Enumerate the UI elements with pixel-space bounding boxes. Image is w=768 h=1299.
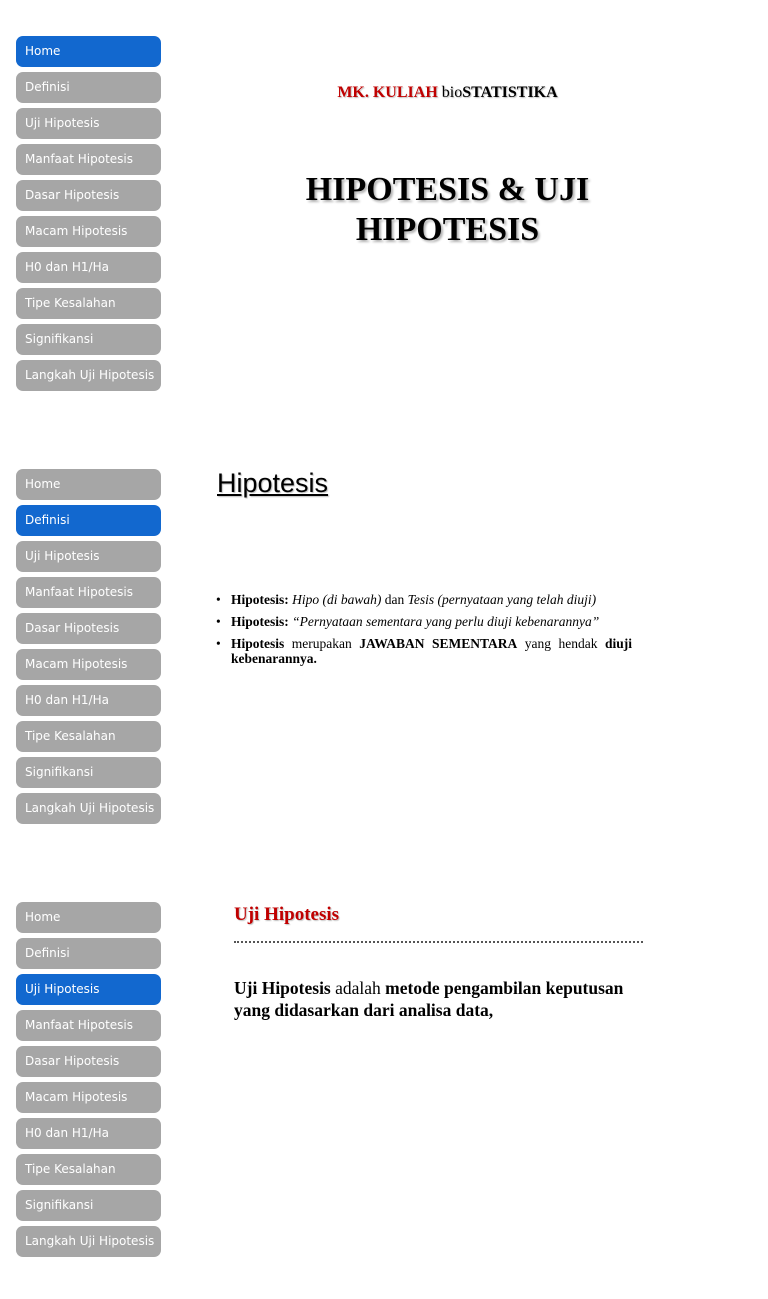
slide-2-title: Hipotesis: [217, 468, 329, 498]
course-label-red: MK. KULIAH: [337, 84, 438, 101]
nav-item-h0-dan-h1-ha[interactable]: H0 dan H1/Ha: [16, 252, 161, 283]
nav-item-macam-hipotesis[interactable]: Macam Hipotesis: [16, 216, 161, 247]
title-divider: [234, 941, 643, 943]
nav-item-dasar-hipotesis[interactable]: Dasar Hipotesis: [16, 180, 161, 211]
nav-item-manfaat-hipotesis[interactable]: Manfaat Hipotesis: [16, 1010, 161, 1041]
definition-text: diuji kebenarannya.: [231, 636, 633, 666]
slide-1-title-line2: HIPOTESIS: [355, 211, 540, 248]
nav-item-langkah-uji-hipotesis[interactable]: Langkah Uji Hipotesis: [16, 793, 161, 824]
slide-1-title-line1: HIPOTESIS & UJI: [305, 171, 590, 208]
nav-item-home[interactable]: Home: [16, 36, 161, 67]
nav-menu: [16, 902, 161, 1262]
nav-item-home[interactable]: Home: [16, 902, 161, 933]
nav-item-signifikansi[interactable]: Signifikansi: [16, 324, 161, 355]
body-text: adalah: [335, 978, 381, 998]
term: Hipotesis: [231, 636, 285, 651]
nav-item-dasar-hipotesis[interactable]: Dasar Hipotesis: [16, 1046, 161, 1077]
nav-item-langkah-uji-hipotesis[interactable]: Langkah Uji Hipotesis: [16, 1226, 161, 1257]
slide-3-body: [234, 977, 644, 1021]
slide-3: [0, 866, 768, 1299]
nav-item-uji-hipotesis[interactable]: Uji Hipotesis: [16, 108, 161, 139]
nav-menu: [16, 36, 161, 396]
nav-item-h0-dan-h1-ha[interactable]: H0 dan H1/Ha: [16, 1118, 161, 1149]
list-item: [216, 592, 632, 607]
nav-menu: [16, 469, 161, 829]
definition-text: Tesis (pernyataan yang telah diuji): [407, 592, 597, 607]
course-label-bio: bio: [441, 84, 463, 101]
body-text-bold: metode pengambilan keputusan yang didasarkan dari analisa data,: [234, 978, 624, 1020]
definition-text: Hipo (di bawah): [292, 592, 382, 607]
nav-item-h0-dan-h1-ha[interactable]: H0 dan H1/Ha: [16, 685, 161, 716]
nav-item-dasar-hipotesis[interactable]: Dasar Hipotesis: [16, 613, 161, 644]
nav-item-tipe-kesalahan[interactable]: Tipe Kesalahan: [16, 288, 161, 319]
nav-item-definisi[interactable]: Definisi: [16, 72, 161, 103]
nav-item-uji-hipotesis[interactable]: Uji Hipotesis: [16, 974, 161, 1005]
nav-item-manfaat-hipotesis[interactable]: Manfaat Hipotesis: [16, 144, 161, 175]
nav-item-tipe-kesalahan[interactable]: Tipe Kesalahan: [16, 721, 161, 752]
nav-item-home[interactable]: Home: [16, 469, 161, 500]
nav-item-manfaat-hipotesis[interactable]: Manfaat Hipotesis: [16, 577, 161, 608]
slide-1: [0, 0, 768, 433]
definition-text: dan: [384, 592, 405, 607]
definition-text: “Pernyataan sementara yang perlu diuji kebenarannya”: [292, 614, 600, 629]
nav-item-definisi[interactable]: Definisi: [16, 938, 161, 969]
definition-text: merupakan: [291, 636, 352, 651]
nav-item-tipe-kesalahan[interactable]: Tipe Kesalahan: [16, 1154, 161, 1185]
nav-item-macam-hipotesis[interactable]: Macam Hipotesis: [16, 649, 161, 680]
nav-item-signifikansi[interactable]: Signifikansi: [16, 1190, 161, 1221]
nav-item-signifikansi[interactable]: Signifikansi: [16, 757, 161, 788]
nav-item-langkah-uji-hipotesis[interactable]: Langkah Uji Hipotesis: [16, 360, 161, 391]
definition-list: [216, 592, 632, 673]
slide-1-title: [200, 170, 695, 250]
course-label: [200, 84, 695, 102]
body-term: Uji Hipotesis: [234, 978, 331, 998]
term: Hipotesis:: [231, 614, 289, 629]
term: Hipotesis:: [231, 592, 289, 607]
slide-3-title: Uji Hipotesis: [234, 904, 340, 925]
definition-text: JAWABAN SEMENTARA: [359, 636, 518, 651]
list-item: [216, 636, 632, 666]
nav-item-definisi[interactable]: Definisi: [16, 505, 161, 536]
course-label-stat: STATISTIKA: [462, 84, 558, 101]
definition-text: yang hendak: [524, 636, 598, 651]
list-item: [216, 614, 632, 629]
nav-item-macam-hipotesis[interactable]: Macam Hipotesis: [16, 1082, 161, 1113]
nav-item-uji-hipotesis[interactable]: Uji Hipotesis: [16, 541, 161, 572]
